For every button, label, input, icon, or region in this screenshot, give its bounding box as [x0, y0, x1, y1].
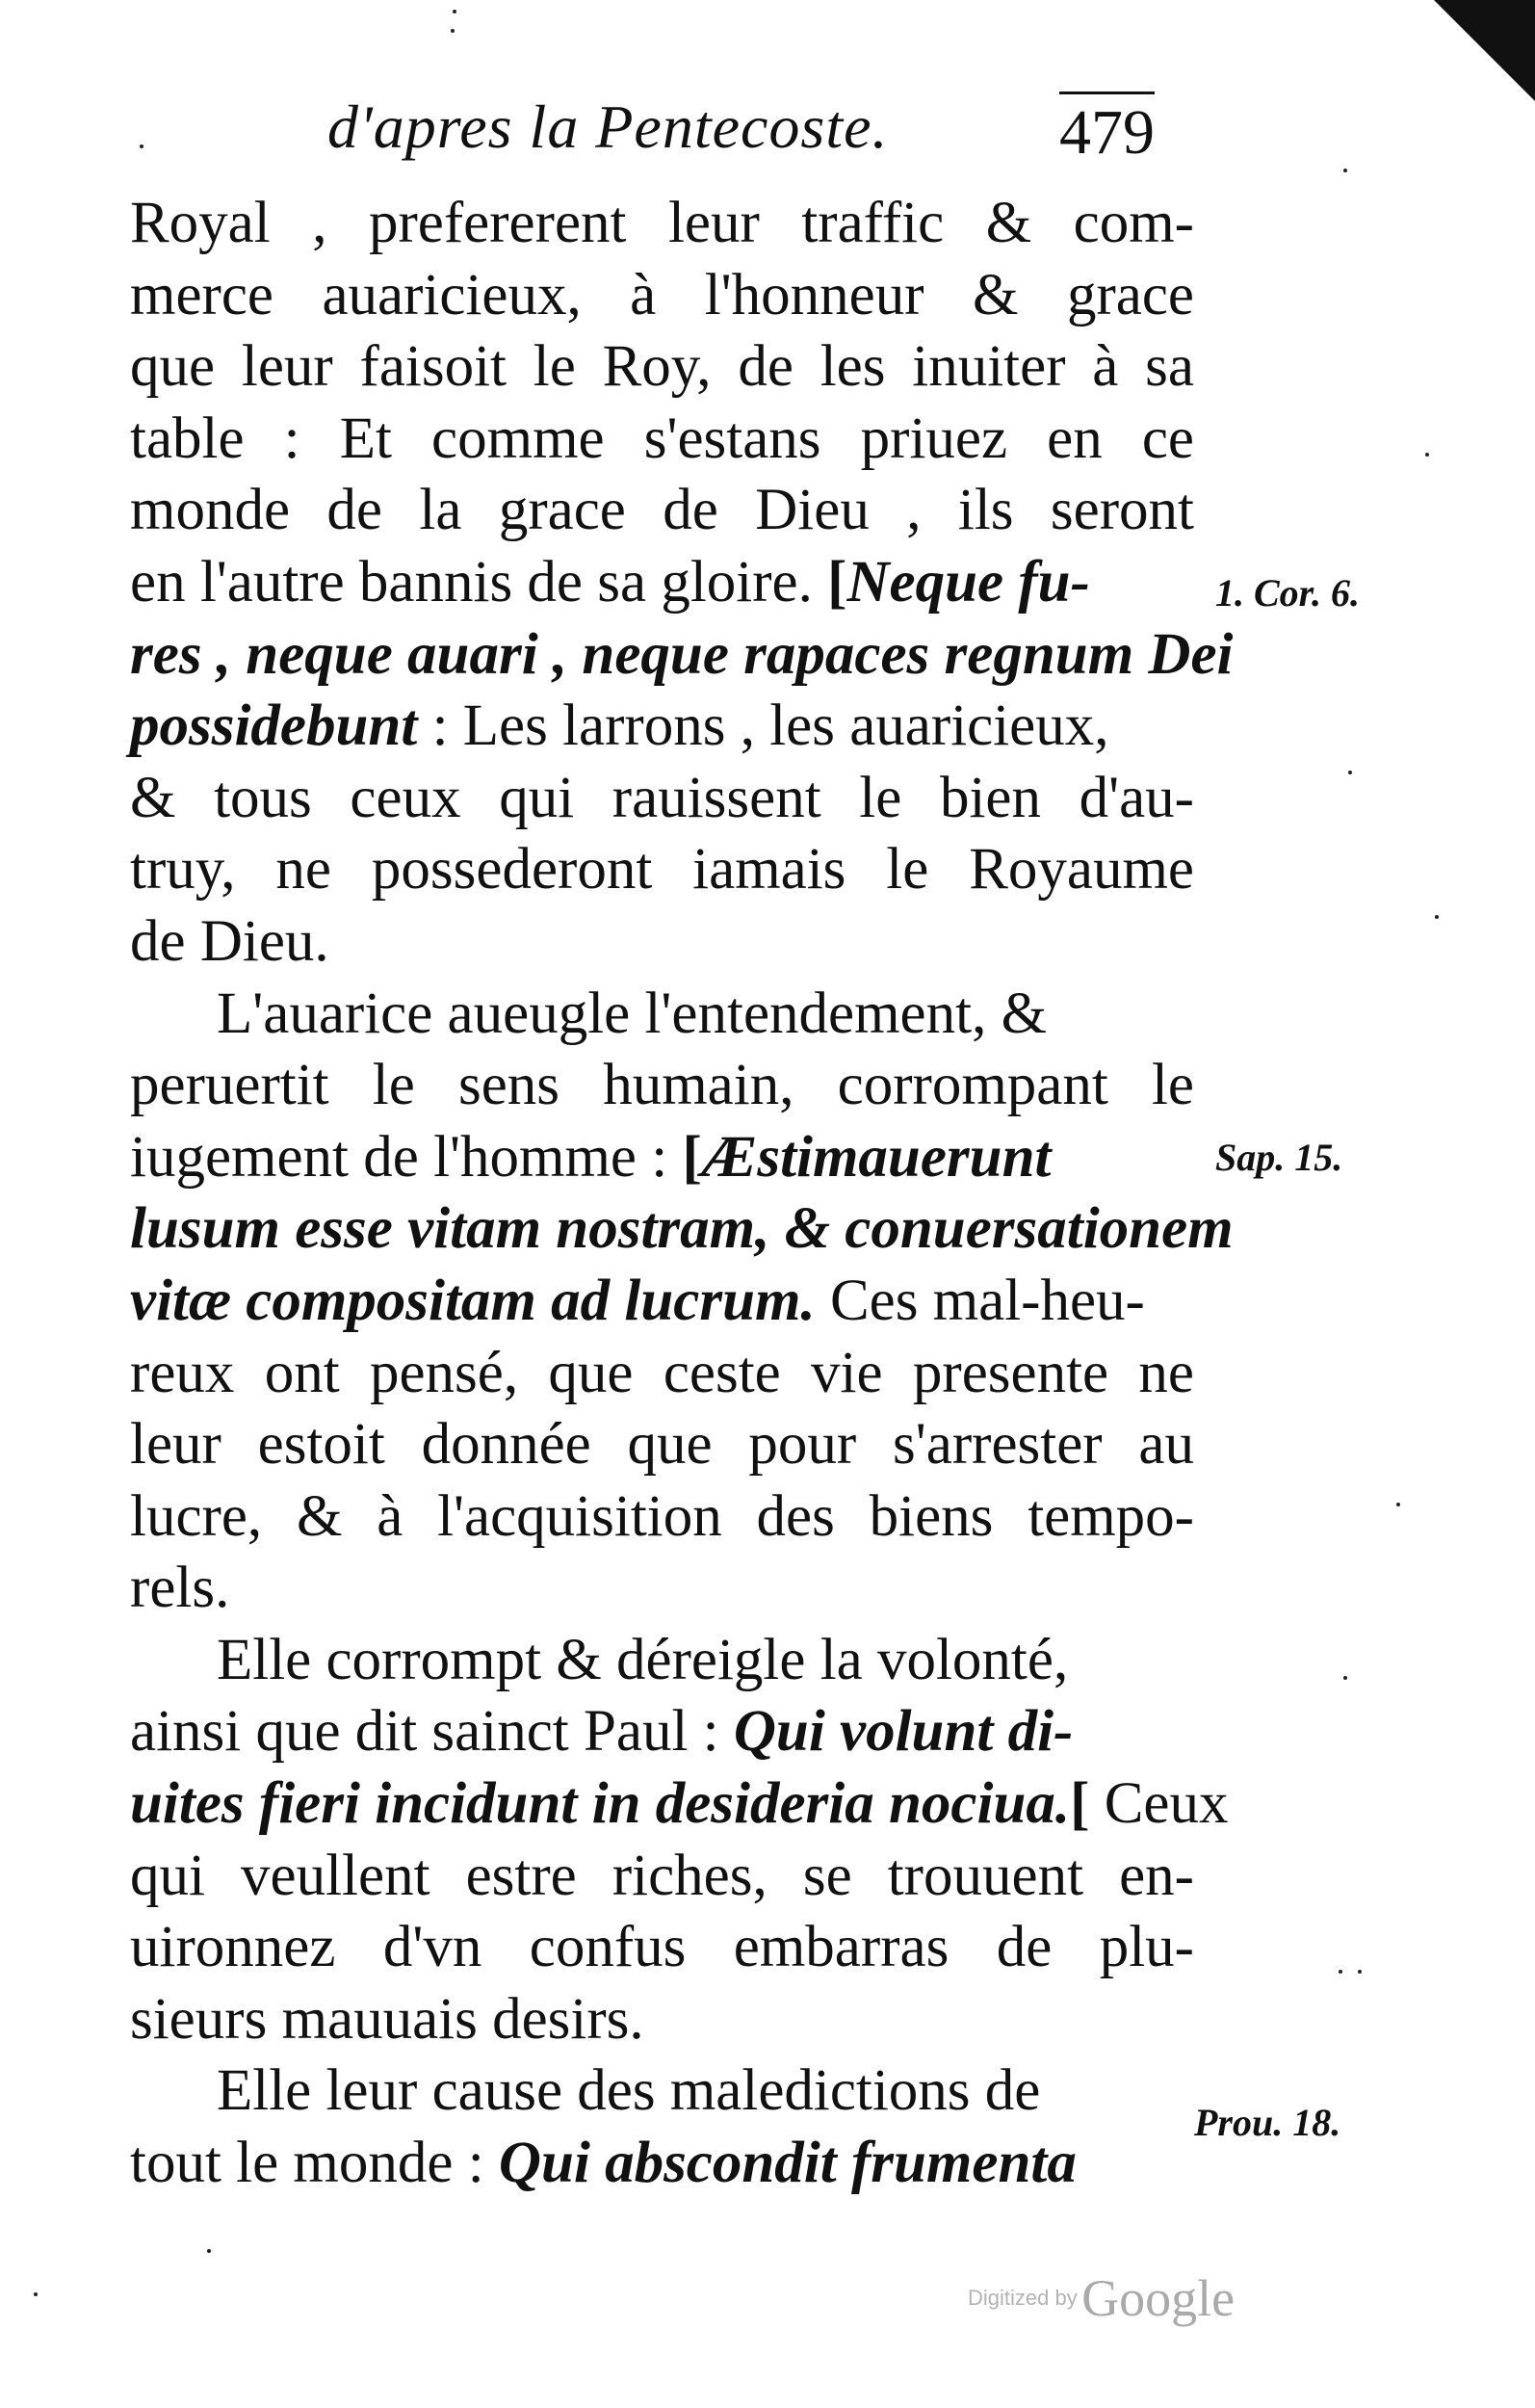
text-line	[130, 1696, 1194, 1768]
text-line: Royal , prefererent leur traffic & com-	[130, 191, 1194, 255]
text-line: reux ont pensé, que ceste vie presente ne	[130, 1340, 1194, 1405]
margin-note-sap: Sap. 15.	[1215, 1136, 1343, 1179]
latin-quote: uites fieri incidunt in desideria nociua.	[130, 1771, 1071, 1837]
paragraph-start: Elle leur cause des maledictions de	[217, 2058, 1041, 2124]
bracket-mark: [	[827, 549, 847, 615]
latin-quote: Qui abscondit frumenta	[498, 2131, 1077, 2196]
scan-speck	[140, 144, 143, 148]
margin-note-prou: Prou. 18.	[1194, 2101, 1341, 2144]
latin-quote: Neque fu-	[846, 549, 1090, 615]
text-run: ainsi que dit sainct Paul :	[130, 1699, 734, 1765]
scan-speck	[1358, 1970, 1362, 1974]
scan-speck	[1339, 1970, 1342, 1974]
text-line	[130, 1768, 1229, 1841]
text-line: sieurs mauuais desirs.	[130, 1986, 644, 2052]
text-run: Ces mal-heu-	[815, 1268, 1145, 1333]
scan-speck	[34, 2292, 38, 2296]
text-line: monde de la grace de Dieu , ils seront	[130, 478, 1194, 543]
text-line: & tous ceux qui rauissent le bien d'au-	[130, 765, 1194, 830]
text-run: : Les larrons , les auaricieux,	[417, 694, 1109, 759]
text-line	[130, 1266, 1194, 1338]
text-line: lucre, & à l'acquisition des biens tempo-	[130, 1483, 1194, 1549]
text-line	[130, 2128, 1194, 2200]
text-line: truy, ne possederont iamais le Royaume	[130, 837, 1194, 903]
bracket-mark: [	[682, 1124, 702, 1190]
text-line: table : Et comme s'estans priuez en ce	[130, 406, 1194, 471]
scan-speck	[1343, 1676, 1347, 1680]
scan-speck	[451, 29, 455, 33]
body-text	[130, 188, 1234, 2200]
text-line	[130, 547, 1194, 619]
margin-note-cor: 1. Cor. 6.	[1215, 571, 1361, 615]
latin-quote: vitæ compositam ad lucrum.	[130, 1268, 816, 1333]
text-line: merce auaricieux, à l'honneur & grace	[130, 262, 1194, 327]
text-run: iugement de l'homme :	[130, 1124, 683, 1190]
page-header	[327, 92, 1194, 183]
paragraph-start: L'auarice aueugle l'entendement, &	[217, 981, 1048, 1046]
scan-speck	[453, 10, 456, 13]
latin-quote-line: res , neque auari , neque rapaces regnum Dei	[130, 621, 1234, 687]
text-run: Ceux	[1089, 1771, 1229, 1837]
text-line: que leur faisoit le Roy, de les inuiter à sa	[130, 334, 1194, 400]
text-line: rels.	[130, 1556, 230, 1621]
scan-speck	[1435, 915, 1439, 919]
page-number: 479	[1059, 92, 1155, 170]
text-line: qui veullent estre riches, se trouuent en-	[130, 1843, 1194, 1908]
text-line	[130, 691, 1194, 763]
text-run: en l'autre bannis de sa gloire.	[130, 549, 828, 615]
text-line: leur estoit donnée que pour s'arrester au	[130, 1412, 1194, 1478]
digitized-by-label: Digitized by	[968, 2286, 1078, 2310]
google-watermark	[968, 2268, 1235, 2328]
google-logo: Google	[1081, 2269, 1236, 2327]
bracket-mark: [	[1070, 1771, 1090, 1837]
running-title: d'apres la Pentecoste.	[327, 92, 889, 161]
text-line: de Dieu.	[130, 908, 329, 974]
text-line: uironnez d'vn confus embarras de plu-	[130, 1915, 1194, 1980]
latin-quote: Æstimauerunt	[701, 1124, 1052, 1190]
latin-quote: possidebunt	[130, 694, 418, 759]
scan-speck	[1425, 453, 1429, 457]
scan-speck	[1348, 771, 1352, 774]
text-line: peruertit le sens humain, corrompant le	[130, 1053, 1194, 1118]
scan-speck	[1396, 1503, 1400, 1506]
page-corner-mark	[1434, 0, 1535, 101]
scan-speck	[207, 2249, 211, 2253]
text-line	[130, 1122, 1194, 1194]
paragraph-start: Elle corrompt & déreigle la volonté,	[217, 1627, 1069, 1692]
scan-speck	[1343, 169, 1347, 172]
latin-quote-line: lusum esse vitam nostram, & conuersationem	[130, 1196, 1234, 1262]
text-run: tout le monde :	[130, 2131, 499, 2196]
latin-quote: Qui volunt di-	[733, 1699, 1074, 1765]
